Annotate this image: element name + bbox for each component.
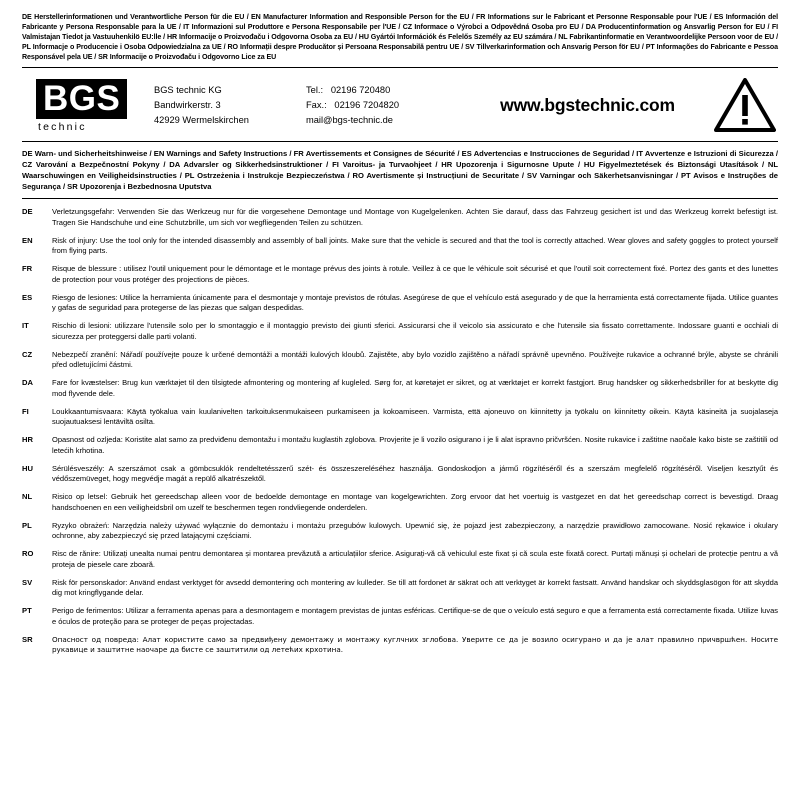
language-code: DA bbox=[22, 378, 33, 388]
language-code: PT bbox=[22, 606, 32, 616]
company-information-band bbox=[22, 68, 778, 141]
table-row bbox=[22, 464, 778, 493]
instruction-text: Fare for kvæstelser: Brug kun værktøjet til den tilsigtede afmontering og montering af kugleled. Sørg for, at køretøjet er sikret, og at værktøjet er korrekt fastgjort. Brug handsker og sikkerhedsbriller for at beskytte dig mod flyvende dele. bbox=[52, 378, 778, 398]
company-city: 42929 Wermelskirchen bbox=[154, 115, 249, 126]
contact-tel-row bbox=[306, 83, 471, 98]
table-row bbox=[22, 293, 778, 322]
language-code: IT bbox=[22, 321, 29, 331]
instruction-text: Risk of injury: Use the tool only for the intended disassembly and assembly of ball joints. Make sure that the vehicle is secured and that the tool is correctly attached. Wear gloves and safety goggles to protect yourself from flying parts. bbox=[52, 235, 778, 256]
table-row bbox=[22, 264, 778, 293]
instructions-table bbox=[22, 207, 778, 662]
instruction-text: Nebezpečí zranění: Nářadí používejte pouze k určené demontáži a montáži kulových kloubů. Zajistěte, aby bylo vozidlo zajištěno a nářadí správně upevněno. Používejte rukavice a ochranné brýle, abyste se chránili před odletujícími částmi. bbox=[52, 349, 778, 370]
logo-subtext: technic bbox=[38, 120, 87, 133]
company-website: www.bgstechnic.com bbox=[500, 95, 675, 116]
company-street: Bandwirkerstr. 3 bbox=[154, 100, 221, 111]
brand-logo bbox=[22, 79, 154, 133]
warning-triangle-icon bbox=[714, 78, 776, 133]
company-contact bbox=[306, 83, 471, 128]
language-code: FR bbox=[22, 264, 33, 274]
language-code: RO bbox=[22, 549, 34, 559]
table-row bbox=[22, 549, 778, 578]
instruction-text: Riesgo de lesiones: Utilice la herramienta únicamente para el desmontaje y montaje previstos de rótulas. Asegúrese de que el vehículo está asegurado y de que la herramienta está correctamente fijada. Utilice guantes y gafas de seguridad para protegerse de las piezas que salgan despedidas. bbox=[52, 292, 778, 313]
table-row bbox=[22, 321, 778, 350]
table-row bbox=[22, 635, 778, 663]
instruction-text: Opasnost od ozljeda: Koristite alat samo za predviđenu demontažu i montažu kuglastih zglobova. Provjerite je li vozilo osigurano i je li alat ispravno pričvršćen. Nosite rukavice i zaštitne naočale kako biste se zaštitili od letećih krhotina. bbox=[52, 435, 778, 455]
company-address bbox=[154, 83, 306, 128]
language-code: HR bbox=[22, 435, 33, 445]
instruction-text: Risk för personskador: Använd endast verktyget för avsedd demontering och montering av kulleder. Se till att fordonet är säkrat och att verktyget är korrekt fastsatt. Använd handskar och skyddsglasögon för att skydda dig mot kringflygande delar. bbox=[52, 577, 778, 598]
table-row bbox=[22, 207, 778, 236]
instruction-text: Loukkaantumisvaara: Käytä työkalua vain kuulanivelten tarkoituksenmukaiseen purkamiseen ja kokoamiseen. Varmista, että ajoneuvo on kiinnitetty ja työkalu on kiinnitetty oikein. Käytä käsineitä ja suojalaseja suojautuaksesi lentäviltä osilta. bbox=[52, 406, 778, 427]
table-row bbox=[22, 236, 778, 265]
instruction-text: Ryzyko obrażeń: Narzędzia należy używać wyłącznie do demontażu i montażu przegubów kulowych. Upewnić się, że pojazd jest zabezpieczony, a narzędzie prawidłowo zamocowane. Nosić rękawice i okulary ochronne, aby zabezpieczyć się przed latającymi częściami. bbox=[52, 520, 778, 541]
language-code: FI bbox=[22, 406, 29, 416]
company-name: BGS technic KG bbox=[154, 85, 222, 96]
table-row bbox=[22, 407, 778, 436]
table-row bbox=[22, 606, 778, 635]
language-code: EN bbox=[22, 235, 33, 245]
language-code: DE bbox=[22, 207, 33, 217]
instruction-text: Verletzungsgefahr: Verwenden Sie das Werkzeug nur für die vorgesehene Demontage und Montage von Kugelgelenken. Achten Sie darauf, dass das Fahrzeug gesichert ist und das Werkzeug korrekt befestigt ist. Tragen Sie Handschuhe und eine Schutzbrille, um sich vor wegfliegenden Teilen zu schützen. bbox=[52, 207, 778, 227]
table-row bbox=[22, 435, 778, 464]
language-code: ES bbox=[22, 292, 33, 302]
instruction-text: Risque de blessure : utilisez l'outil uniquement pour le démontage et le montage prévus des joints à rotule. Veillez à ce que le véhicule soit sécurisé et que l'outil soit correctement fixé. Portez des gants et des lunettes de protection pour vous protéger des projections de pièces. bbox=[52, 264, 778, 284]
language-code: NL bbox=[22, 492, 33, 502]
warning-triangle-container bbox=[704, 78, 778, 133]
fax-value: 02196 7204820 bbox=[334, 100, 400, 111]
logo-wordmark: BGS bbox=[36, 79, 127, 119]
tel-label: Tel.: bbox=[306, 85, 324, 96]
instruction-text: Rischio di lesioni: utilizzare l'utensile solo per lo smontaggio e il montaggio previsto dei giunti sferici. Assicurarsi che il veicolo sia assicurato e che l'utensile sia fissato correttamente. Indossare guanti e occhiali di sicurezza per proteggersi dalle parti volanti. bbox=[52, 321, 778, 341]
language-code: HU bbox=[22, 463, 33, 473]
table-row bbox=[22, 492, 778, 521]
instruction-text: Risico op letsel: Gebruik het gereedschap alleen voor de bedoelde demontage en montage van kogelgewrichten. Zorg ervoor dat het voertuig is vastgezet en dat het gereedschap correct is bevestigd. Draag handschoenen en een veiligheidsbril om uzelf te beschermen tegen rondvliegende onderdelen. bbox=[52, 492, 778, 512]
safety-instructions-title: DE Warn- und Sicherheitshinweise / EN Warnings and Safety Instructions / FR Avertissements et Consignes de Sécurité / ES Advertencias e Instrucciones de Seguridad / IT Avvertenze e Istruzioni di Sicurezza / CZ Varování a Bezpečnostní Pokyny / DA Advarsler og Sikkerhedsinstruktioner / FI Varoitus- ja Turvaohjeet / HR Upozorenja i Sigurnosne Upute / HU Figyelmeztetések és Biztonsági Utasítások / NL Waarschuwingen en Veiligheidsinstructies / PL Ostrzeżenia i Instrukcje Bezpieczeństwa / RO Avertismente și Instrucțiuni de Securitate / SV Varningar och Säkerhetsanvisningar / PT Avisos e Instruções de Segurança / SR Upozorenja i Bezbednosna Uputstva bbox=[22, 149, 778, 192]
manufacturer-info-header: DE Herstellerinformationen und Verantwortliche Person für die EU / EN Manufacturer Information and Responsible Person for the EU / FR Informations sur le Fabricant et Personne Responsable pour l'UE / ES Información del Fabricante y Persona Responsable para la UE / IT Informazioni sul Produttore e Persona Responsabile per l'UE / CZ Informace o Výrobci a Odpovědná Osoba pro EU / DA Producentinformation og Ansvarlig Person for EU / FI Valmistajan Tiedot ja Vastuuhenkilö EU:lle / HR Informacije o Proizvođaču i Odgovorna Osoba za EU / HU Gyártói Információk és Felelős Személy az EU számára / NL Fabrikantinformatie en Verantwoordelijke Persoon voor de EU / PL Informacje o Producencie i Osoba Odpowiedzialna za UE / RO Informații despre Producător și Persoana Responsabilă pentru UE / SV Tillverkarinformation och Ansvarig Person för EU / PT Informações do Fabricante e Pessoa Responsável pela UE / SR Informacije o Proizvođaču i Odgovorno Lice za EU bbox=[22, 13, 778, 62]
language-code: SV bbox=[22, 577, 33, 587]
tel-value: 02196 720480 bbox=[330, 85, 391, 96]
divider-bottom bbox=[22, 198, 778, 199]
table-row bbox=[22, 521, 778, 550]
instruction-text: Опасност од повреда: Алат користите само за предвиђену демонтажу и монтажу куглчних зглобова. Уверите се да је возило осигурано и да је алат правилно причвршћен. Носите рукавице и заштитне наочаре да бисте се заштитили од летећих крхотина. bbox=[52, 634, 778, 654]
table-row bbox=[22, 378, 778, 407]
contact-email: mail@bgs-technic.de bbox=[306, 115, 393, 126]
instruction-text: Sérülésveszély: A szerszámot csak a gömbcsuklók rendeltetésszerű szét- és összeszereléséhez használja. Gondoskodjon a jármű rögzítéséről és a szerszám megfelelő rögzítéséről. Viseljen kesztyűt és védőszemüveget, hogy megvédje magát a repülő alkatrészektől. bbox=[52, 463, 778, 484]
fax-label: Fax.: bbox=[306, 100, 327, 111]
table-row bbox=[22, 350, 778, 379]
contact-fax-row bbox=[306, 98, 471, 113]
table-row bbox=[22, 578, 778, 607]
language-code: PL bbox=[22, 520, 32, 530]
instruction-text: Risc de rănire: Utilizați unealta numai pentru demontarea și montarea prevăzută a articulațiilor sferice. Asigurați-vă că vehiculul este fixat și că scula este fixată corect. Purtați mănuși și ochelari de protecție pentru a vă proteja de piesele care zboară. bbox=[52, 549, 778, 569]
language-code: SR bbox=[22, 634, 33, 644]
language-code: CZ bbox=[22, 349, 33, 359]
instruction-text: Perigo de ferimentos: Utilizar a ferramenta apenas para a desmontagem e montagem previstas de juntas esféricas. Certifique-se de que o veículo está seguro e que a ferramenta está correctamente fixada. Utilize luvas e óculos de proteção para se proteger de peças projectadas. bbox=[52, 606, 778, 626]
